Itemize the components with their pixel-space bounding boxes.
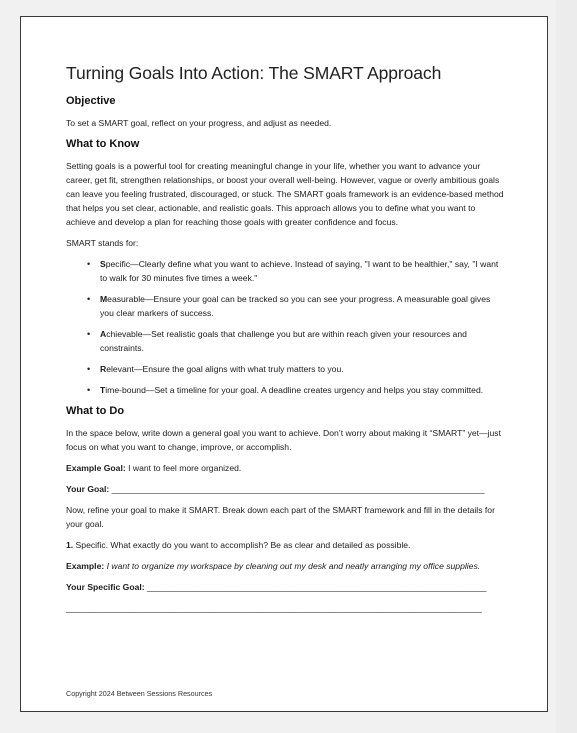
your-goal-field[interactable]: Your Goal: ______________________________________________________________________________: [66, 484, 485, 494]
list-item: • Relevant—Ensure the goal aligns with what truly matters to you.: [87, 364, 344, 374]
bullet-icon: •: [87, 259, 91, 269]
scrollbar-track[interactable]: [556, 0, 577, 733]
refine-instructions: Now, refine your goal to make it SMART. Break down each part of the SMART framework and fill in the details for your goal.: [66, 505, 495, 529]
specific-goal-field[interactable]: Your Specific Goal: _______________________________________________________________________: [66, 582, 487, 592]
what-to-do-intro: In the space below, write down a general goal you want to achieve. Don’t worry about making it “SMART” yet—just focus on what you want to change, improve, or accomplish.: [66, 428, 501, 452]
specific-example: Example: I want to organize my workspace by cleaning out my desk and neatly arranging my office supplies.: [66, 561, 481, 571]
bullet-icon: •: [87, 294, 91, 304]
list-item: • Time-bound—Set a timeline for your goal. A deadline creates urgency and helps you stay committed.: [87, 385, 484, 395]
smart-list: [66, 257, 506, 397]
bullet-icon: •: [87, 385, 91, 395]
smart-intro: SMART stands for:: [66, 238, 139, 248]
list-item: • Measurable—Ensure your goal can be tracked so you can see your progress. A measurable goal gives you clear markers of success.: [87, 294, 491, 318]
example-goal: Example Goal: I want to feel more organized.: [66, 463, 242, 473]
list-item: • Achievable—Set realistic goals that challenge you but are within reach given your resources and constraints.: [87, 329, 467, 353]
page-content: [66, 61, 506, 622]
what-to-know-heading: What to Know: [66, 138, 140, 150]
step-specific: 1. Specific. What exactly do you want to accomplish? Be as clear and detailed as possible.: [66, 540, 411, 550]
page-title: Turning Goals Into Action: The SMART Approach: [66, 63, 442, 83]
what-to-know-text: Setting goals is a powerful tool for creating meaningful change in your life, whether you want to advance your career, get fit, strengthen relationships, or boost your overall well-being. However, vague or overly ambitious goals can leave you feeling frustrated, discouraged, or stuck. The SMART goals framework is an evidence-based method that helps you set clear, actionable, and realistic goals. This approach allows you to define what you want to achieve and develop a plan for reaching those goals with greater confidence and focus.: [66, 161, 504, 227]
bullet-icon: •: [87, 329, 91, 339]
bullet-icon: •: [87, 364, 91, 374]
what-to-do-heading: What to Do: [66, 405, 125, 417]
objective-heading: Objective: [66, 95, 116, 107]
list-item: • Specific—Clearly define what you want to achieve. Instead of saying, "I want to be healthier," say, "I want to walk for 30 minutes five times a week.": [87, 259, 499, 283]
objective-text: To set a SMART goal, reflect on your progress, and adjust as needed.: [66, 118, 332, 128]
document-page: [20, 16, 548, 712]
copyright-footer: Copyright 2024 Between Sessions Resources: [66, 689, 213, 698]
specific-goal-extra-line[interactable]: _______________________________________________________________________________________: [66, 603, 482, 613]
